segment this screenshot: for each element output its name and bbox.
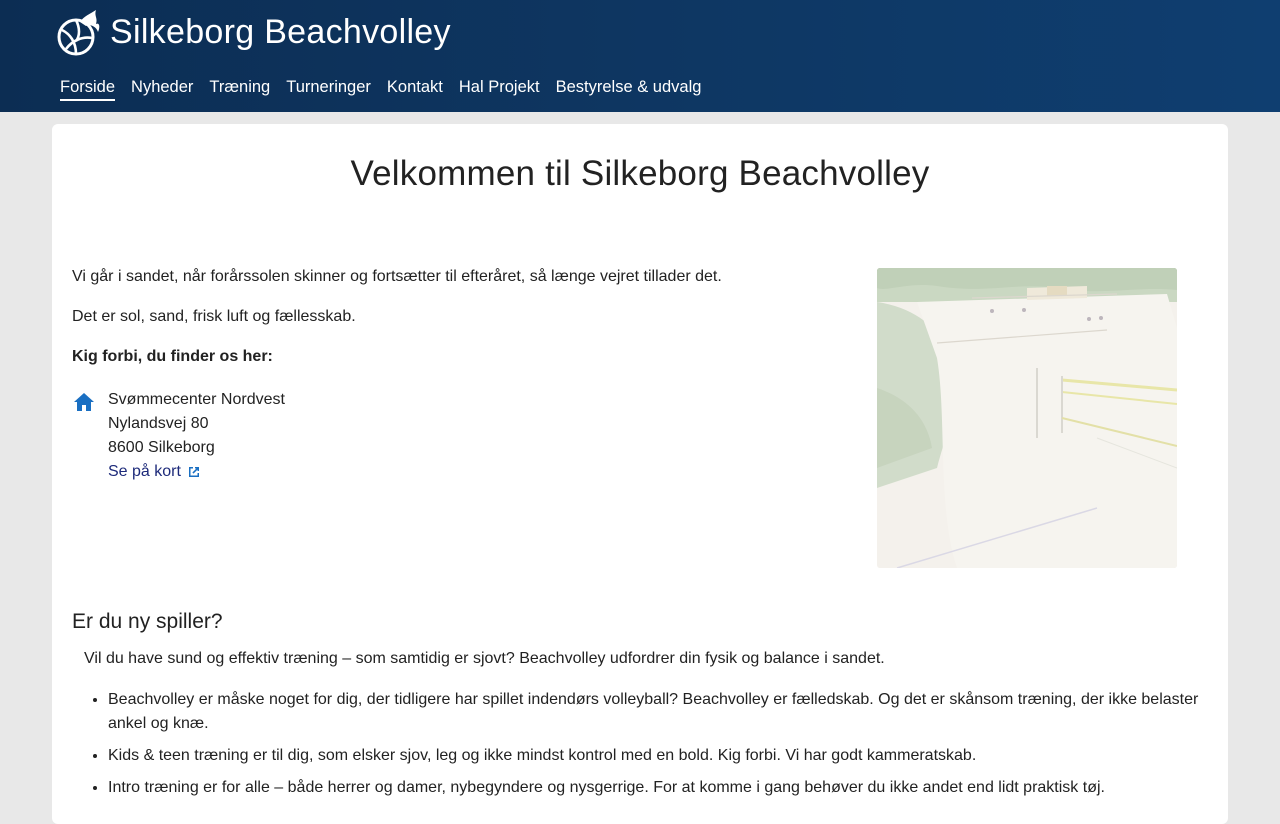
nav-nyheder[interactable]: Nyheder	[131, 78, 194, 96]
nav-traening[interactable]: Træning	[209, 78, 271, 96]
page-title: Velkommen til Silkeborg Beachvolley	[350, 154, 930, 193]
address-block	[72, 388, 832, 484]
new-player-lead: Vil du have sund og effektiv træning – som samtidig er sjovt? Beachvolley udfordrer din fysik og balance i sandet.	[84, 650, 885, 667]
new-player-heading: Er du ny spiller?	[72, 610, 223, 633]
beach-court-illustration	[877, 268, 1177, 568]
map-link-label: Se på kort	[108, 463, 181, 480]
volleyball-logo-icon	[56, 8, 100, 56]
list-item: • Beachvolley er måske noget for dig, der tidligere har spillet indendørs volleyball? Beachvolley er fælledskab. Og det er skånsom træning, der ikke belaster ankel og knæ.	[108, 688, 1228, 736]
nav-forside[interactable]: Forside	[60, 76, 115, 101]
list-item: • Intro træning er for alle – både herrer og damer, nybegyndere og nysgerrige. For at komme i gang behøver du ikke andet end lidt praktisk tøj.	[108, 776, 1228, 800]
site-title: Silkeborg Beachvolley	[110, 13, 451, 51]
intro-paragraph: Det er sol, sand, frisk luft og fællesskab.	[72, 308, 356, 325]
intro-paragraph: Vi går i sandet, når forårssolen skinner og fortsætter til efteråret, så længe vejret tillader det.	[72, 268, 722, 285]
map-link[interactable]	[108, 460, 202, 484]
nav-kontakt[interactable]: Kontakt	[386, 78, 443, 96]
site-header	[0, 0, 1280, 112]
nav-hal-projekt[interactable]: Hal Projekt	[458, 78, 540, 96]
list-item: • Kids & teen træning er til dig, som elsker sjov, leg og ikke mindst kontrol med en bold. Kig forbi. Vi har godt kammeratskab.	[108, 744, 1228, 768]
find-us-heading: Kig forbi, du finder os her:	[72, 348, 273, 365]
brand[interactable]	[56, 8, 451, 56]
intro-section	[72, 268, 832, 484]
address-name: Svømmecenter Nordvest	[108, 391, 285, 408]
address-street: Nylandsvej 80	[108, 415, 209, 432]
main-nav	[60, 76, 717, 101]
home-icon	[72, 390, 96, 414]
beach-court-photo	[877, 268, 1177, 568]
external-link-icon	[186, 464, 202, 480]
address-city: 8600 Silkeborg	[108, 439, 215, 456]
nav-turneringer[interactable]: Turneringer	[286, 78, 371, 96]
new-player-list	[72, 688, 1228, 808]
nav-bestyrelse[interactable]: Bestyrelse & udvalg	[555, 78, 702, 96]
content-card	[52, 124, 1228, 824]
